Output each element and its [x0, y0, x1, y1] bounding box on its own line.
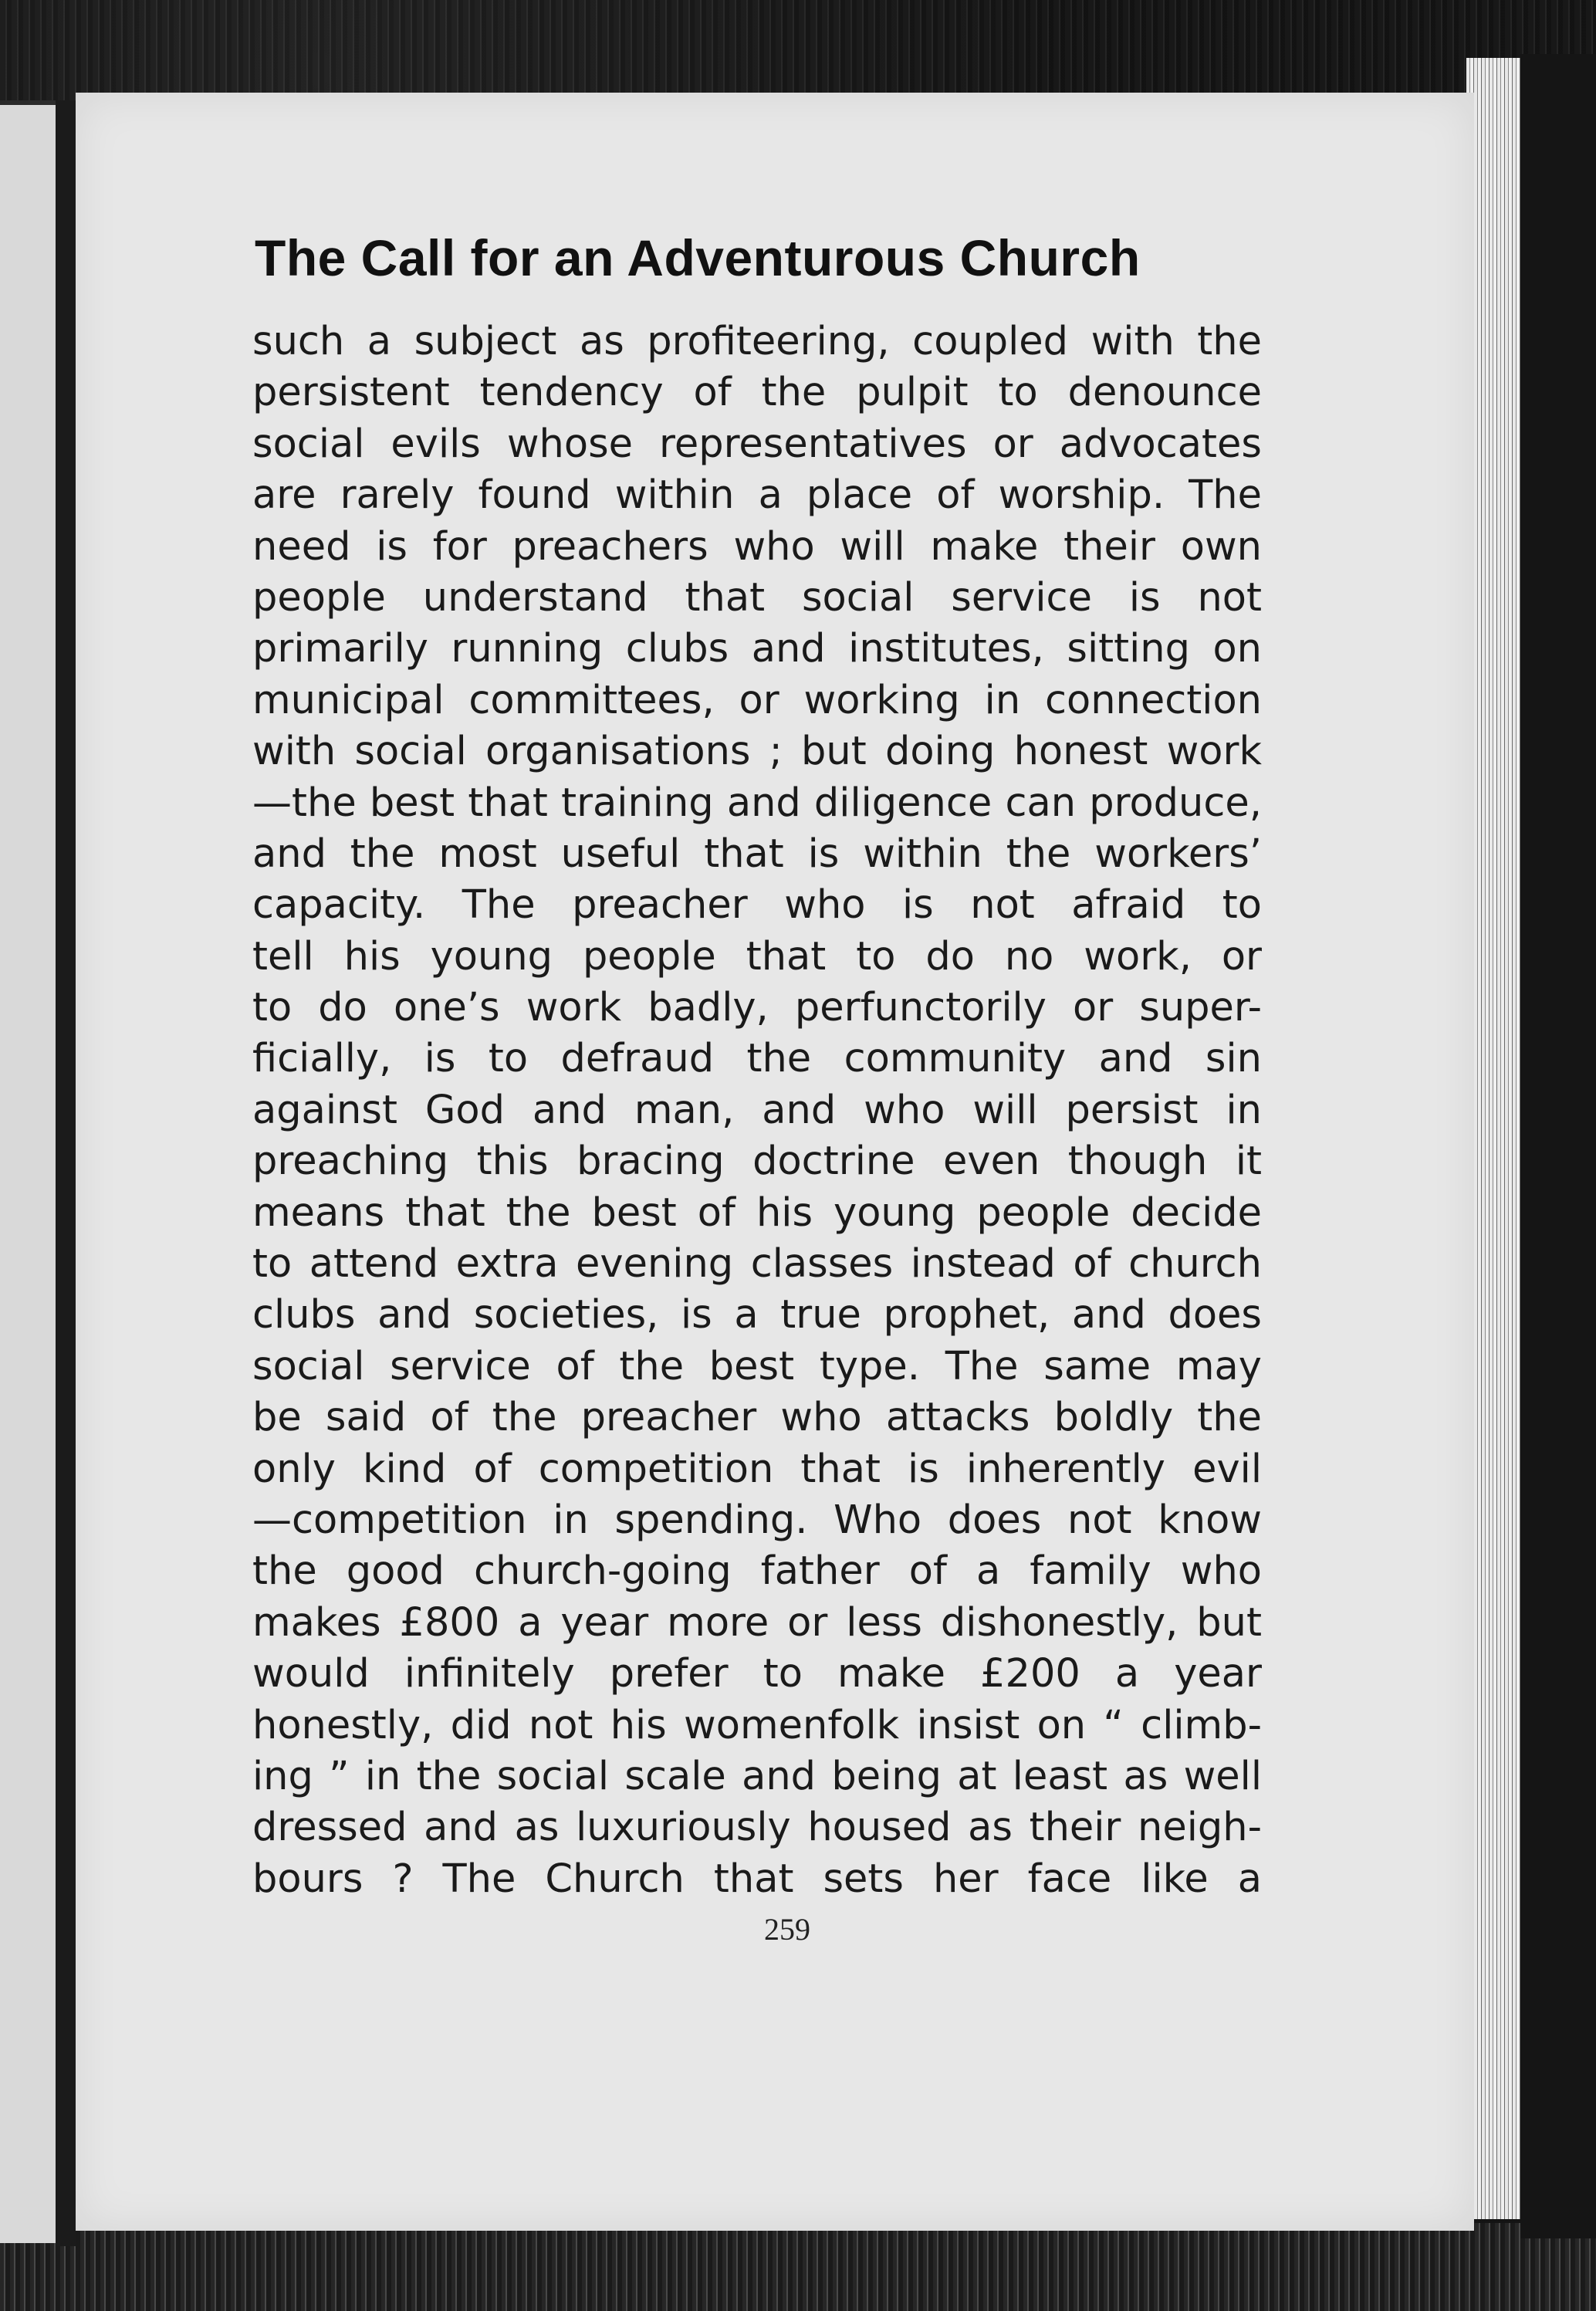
book-gutter: [56, 100, 76, 2246]
text-line: persistent tendency of the pulpit to denounce: [252, 370, 1262, 416]
text-line: —competition in spending. Who does not know: [252, 1497, 1262, 1543]
text-line: be said of the preacher who attacks boldly the: [252, 1395, 1262, 1441]
page-stack-edges: [1466, 58, 1520, 2219]
text-line: makes £800 a year more or less dishonestly, but: [252, 1599, 1262, 1646]
page-number: 259: [764, 1912, 810, 1947]
text-line: bours ? The Church that sets her face like a: [252, 1856, 1262, 1902]
text-line: would infinitely prefer to make £200 a year: [252, 1651, 1262, 1697]
text-line: clubs and societies, is a true prophet, and does: [252, 1292, 1262, 1338]
text-line: need is for preachers who will make their own: [252, 523, 1262, 570]
scan-edge-top: [0, 0, 1596, 100]
text-line: and the most useful that is within the workers’: [252, 831, 1262, 877]
text-line: only kind of competition that is inherently evil: [252, 1446, 1262, 1492]
text-line: honestly, did not his womenfolk insist on “ climb-: [252, 1702, 1262, 1748]
text-line: —the best that training and diligence can produce,: [252, 780, 1262, 826]
text-line: people understand that social service is not: [252, 574, 1262, 621]
text-line: means that the best of his young people decide: [252, 1189, 1262, 1236]
text-line: tell his young people that to do no work, or: [252, 933, 1262, 980]
text-line: preaching this bracing doctrine even though it: [252, 1139, 1262, 1185]
scan-edge-right: [1520, 54, 1596, 2238]
text-line: against God and man, and who will persist in: [252, 1087, 1262, 1133]
text-line: social evils whose representatives or advocates: [252, 421, 1262, 467]
text-line: ficially, is to defraud the community and sin: [252, 1036, 1262, 1082]
text-line: capacity. The preacher who is not afraid to: [252, 882, 1262, 929]
text-line: ing ” in the social scale and being at least as well: [252, 1753, 1262, 1799]
text-line: are rarely found within a place of worship. The: [252, 472, 1262, 519]
facing-page-edge: [0, 105, 56, 2243]
text-line: to attend extra evening classes instead of church: [252, 1241, 1262, 1287]
text-line: the good church-going father of a family who: [252, 1548, 1262, 1595]
scan-edge-bottom: [0, 2223, 1596, 2311]
text-line: with social organisations ; but doing honest work: [252, 729, 1262, 775]
text-line: such a subject as profiteering, coupled with the: [252, 319, 1262, 364]
text-line: municipal committees, or working in connection: [252, 677, 1262, 723]
running-head: The Call for an Adventurous Church: [255, 229, 1141, 286]
text-line: dressed and as luxuriously housed as their neigh-: [252, 1805, 1262, 1851]
text-line: to do one’s work badly, perfunctorily or super-: [252, 985, 1262, 1031]
text-line: primarily running clubs and institutes, sitting on: [252, 626, 1262, 672]
text-line: social service of the best type. The same may: [252, 1343, 1262, 1389]
body-text: [252, 316, 1262, 1905]
